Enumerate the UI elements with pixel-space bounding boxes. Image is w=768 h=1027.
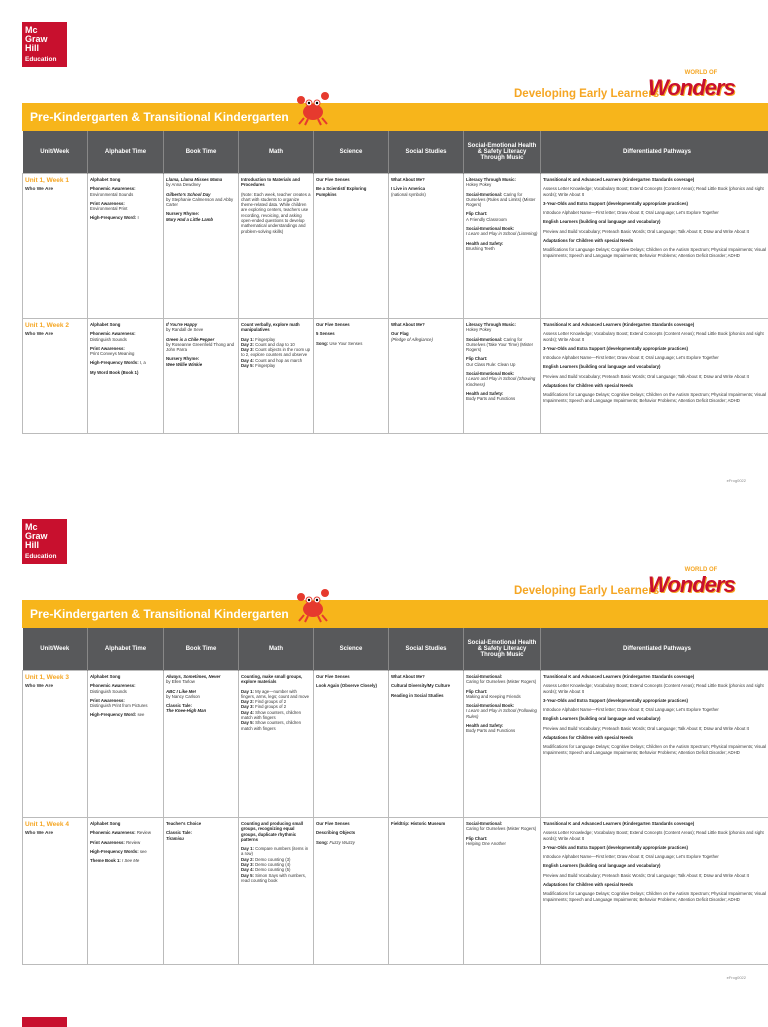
math-cell: Counting, make small groups, explore materials Day 1: My age—number with fingers, arms, legs; count and move Day 2: Find groups of 2 Day 3: Find groups of 2 Day 4: Show counters, children match with fingers Day 5: Show counters, children match with fingers <box>239 671 314 818</box>
document-page-2 <box>0 497 768 994</box>
col-book-time: Book Time <box>164 628 239 671</box>
book-cell: Teacher's Choice Classic Tale: Tiramisu <box>164 818 239 965</box>
pathways-cell: Transitional K and Advanced Learners (Kindergarten Standards coverage) Assess Letter Knowledge; Vocabulary Boost; Extend Concepts (Content Areas); Read Little Book (phonics and sight words); Write About It 3-Year-Olds and Extra Support (developmentally appropriate practices) Introduce Alphabet Name—First letter; Draw About It; Oral Language; Let's Explore Together English Learners (building oral language and vocabulary) Preview and Build Vocabulary; Preteach Basic Words; Oral Language; Talk About It; Draw and Write About It Adaptations for Children with special Needs Modifications for Language Delays; Cognitive Delays; Children on the Autism Spectrum; Physical Impairments; Visual Impairments; Speech and Language Impairments; Behavior Problems; Attention Deficit Disorder; ADHD <box>541 319 768 434</box>
social-studies-cell: What About Me? Our Flag (Pledge of Allegiance) <box>389 319 464 434</box>
social-emotional-cell: Literacy Through Music: Hokey Pokey Social-Emotional: Caring for Ourselves (Rules and Limits) (Mister Rogers) Flip Chart: A Friendly Classroom Social-Emotional Book: I Learn and Play in School (Listening) Health and Safety: Brushing Teeth <box>464 174 541 319</box>
banner <box>22 103 768 131</box>
col-social-studies: Social Studies <box>389 131 464 174</box>
social-emotional-cell: Social-Emotional: Caring for Ourselves (Mister Rogers) Flip Chart: Helping One Another <box>464 818 541 965</box>
col-unit-week: Unit/Week <box>23 628 88 671</box>
table-row <box>23 174 768 319</box>
book-cell: If You're Happy by Randall de Seve Green is a Chile Pepper by Roseanne Greenfield Thong and John Parra Nursery Rhyme: Wee Willie Winkie <box>164 319 239 434</box>
table-row <box>23 671 768 818</box>
table-row <box>23 818 768 965</box>
social-emotional-cell: Social-Emotional: Caring for Ourselves (Mister Rogers) Flip Chart: Making and Keeping Friends Social-Emotional Book: I Learn and Play in School (Following Rules) Health and Safety: Body Parts and Functions <box>464 671 541 818</box>
curriculum-table <box>22 628 768 965</box>
curriculum-table <box>22 131 768 434</box>
col-alphabet-time: Alphabet Time <box>88 131 164 174</box>
col-alphabet-time: Alphabet Time <box>88 628 164 671</box>
book-cell: Always, Sometimes, Never by Ellen Tarlow ABC I Like Me! by Nancy Carlson Classic Tale: The Knee-High Man <box>164 671 239 818</box>
table-header-row <box>23 628 768 671</box>
social-studies-cell: What About Me? Cultural Diversity/My Culture Reading in Social Studies <box>389 671 464 818</box>
alphabet-cell: Alphabet Song Phonemic Awareness: Environmental Sounds Print Awareness: Environmental Print High-Frequency Word: I <box>88 174 164 319</box>
col-social-emotional: Social-Emotional Health & Safety Literacy Through Music <box>464 131 541 174</box>
science-cell: Our Five Senses 5 Senses Song: Use Your Senses <box>314 319 389 434</box>
footer-code: eFrog0022 <box>727 975 746 980</box>
document-page-1 <box>0 0 768 497</box>
banner-title: Pre-Kindergarten & Transitional Kindergarten <box>30 607 289 621</box>
wonders-logo: WORLD OF Wonders <box>648 567 748 607</box>
publisher-logo: Mc Graw Hill Education <box>22 22 67 67</box>
publisher-logo: Mc Graw Hill Education <box>22 519 67 564</box>
tagline: Developing Early Learners <box>514 88 659 100</box>
banner <box>22 600 768 628</box>
alphabet-cell: Alphabet Song Phonemic Awareness: Distinguish Sounds Print Awareness: Distinguish Print from Pictures High-Frequency Word: see <box>88 671 164 818</box>
pathways-cell: Transitional K and Advanced Learners (Kindergarten Standards coverage) Assess Letter Knowledge; Vocabulary Boost; Extend Concepts (Content Areas); Read Little Book (phonics and sight words); Write About It 3-Year-Olds and Extra Support (developmentally appropriate practices) Introduce Alphabet Name—First letter; Draw About It; Oral Language; Let's Explore Together English Learners (building oral language and vocabulary) Preview and Build Vocabulary; Preteach Basic Words; Oral Language; Talk About It; Draw and Write About It Adaptations for Children with special Needs Modifications for Language Delays; Cognitive Delays; Children on the Autism Spectrum; Physical Impairments; Visual Impairments; Speech and Language Impairments; Behavior Problems; Attention Deficit Disorder; ADHD <box>541 818 768 965</box>
social-studies-cell: What About Me? I Live in America (national symbols) <box>389 174 464 319</box>
pathways-cell: Transitional K and Advanced Learners (Kindergarten Standards coverage) Assess Letter Knowledge; Vocabulary Boost; Extend Concepts (Content Areas); Read Little Book (phonics and sight words); Write About It 3-Year-Olds and Extra Support (developmentally appropriate practices) Introduce Alphabet Name—First letter; Draw About It; Oral Language; Let's Explore Together English Learners (building oral language and vocabulary) Preview and Build Vocabulary; Preteach Basic Words; Oral Language; Talk About It; Draw and Write About It Adaptations for Children with special Needs Modifications for Language Delays; Cognitive Delays; Children on the Autism Spectrum; Physical Impairments; Visual Impairments; Speech and Language Impairments; Behavior Problems; Attention Deficit Disorder; ADHD <box>541 174 768 319</box>
col-science: Science <box>314 628 389 671</box>
unit-cell: Unit 1, Week 2 Who We Are <box>23 319 88 434</box>
unit-cell: Unit 1, Week 1 Who We Are <box>23 174 88 319</box>
crab-mascot-icon <box>296 585 330 625</box>
alphabet-cell: Alphabet Song Phonemic Awareness: Distinguish Sounds Print Awareness: Print Conveys Meaning High-Frequency Words: I, a My Word Book (Book 1) <box>88 319 164 434</box>
science-cell: Our Five Senses Be a Scientist/ Exploring Pumpkins <box>314 174 389 319</box>
math-cell: Count verbally, explore math manipulatives Day 1: Fingerplay Day 2: Count and clap to 10 Day 3: Count objects in the room up to 2, explore counters and observe Day 4: Count and hop as march Day 5: Fingerplay <box>239 319 314 434</box>
footer-code: eFrog0022 <box>727 478 746 483</box>
book-cell: Llama, Llama Misses Mama by Anna Dewdney Gilberto's School Day by Stephanie Calmenson and Abby Carter Nursery Rhyme: Mary Had a Little Lamb <box>164 174 239 319</box>
alphabet-cell: Alphabet Song Phonemic Awareness: Review Print Awareness: Review High-Frequency Words: see Theme Book 1: I See Me <box>88 818 164 965</box>
publisher-logo-partial <box>22 1017 67 1027</box>
tagline: Developing Early Learners <box>514 585 659 597</box>
col-differentiated-pathways: Differentiated Pathways <box>541 628 768 671</box>
banner-title: Pre-Kindergarten & Transitional Kindergarten <box>30 110 289 124</box>
social-emotional-cell: Literacy Through Music: Hokey Pokey Social-Emotional: Caring for Ourselves (Take Your Time) (Mister Rogers) Flip Chart: Our Class Rule: Clean Up Social-Emotional Book: I Learn and Play in School (Showing Kindness) Health and Safety: Body Parts and Functions <box>464 319 541 434</box>
math-cell: Introduction to Materials and Procedures (Note: Each week, teacher creates a chart with students to organize theme-related data. While children are exploring centers, teachers use recording, revoicing, and asking open-ended questions to develop mathematical understandings and problem-solving skills) <box>239 174 314 319</box>
social-studies-cell: Fieldtrip: Historic Museum <box>389 818 464 965</box>
crab-mascot-icon <box>296 88 330 128</box>
unit-cell: Unit 1, Week 3 Who We Are <box>23 671 88 818</box>
science-cell: Our Five Senses Describing Objects Song: Fuzzy Wuzzy <box>314 818 389 965</box>
col-social-emotional: Social-Emotional Health & Safety Literacy Through Music <box>464 628 541 671</box>
science-cell: Our Five Senses Look Again (Observe Closely) <box>314 671 389 818</box>
col-math: Math <box>239 131 314 174</box>
math-cell: Counting and producing small groups, recognizing equal groups, duplicate rhythmic patterns Day 1: Compare numbers (items in a row) Day 2: Demo counting (3) Day 3: Demo counting (4) Day 4: Demo counting (5) Day 5: Simon Says with numbers, read counting book <box>239 818 314 965</box>
col-math: Math <box>239 628 314 671</box>
col-science: Science <box>314 131 389 174</box>
col-book-time: Book Time <box>164 131 239 174</box>
wonders-logo: WORLD OF Wonders <box>648 70 748 110</box>
col-differentiated-pathways: Differentiated Pathways <box>541 131 768 174</box>
col-social-studies: Social Studies <box>389 628 464 671</box>
table-header-row <box>23 131 768 174</box>
pathways-cell: Transitional K and Advanced Learners (Kindergarten Standards coverage) Assess Letter Knowledge; Vocabulary Boost; Extend Concepts (Content Areas); Read Little Book (phonics and sight words); Write About It 3-Year-Olds and Extra Support (developmentally appropriate practices) Introduce Alphabet Name—First letter; Draw About It; Oral Language; Let's Explore Together English Learners (building oral language and vocabulary) Preview and Build Vocabulary; Preteach Basic Words; Oral Language; Talk About It; Draw and Write About It Adaptations for Children with special Needs Modifications for Language Delays; Cognitive Delays; Children on the Autism Spectrum; Physical Impairments; Visual Impairments; Speech and Language Impairments; Behavior Problems; Attention Deficit Disorder; ADHD <box>541 671 768 818</box>
col-unit-week: Unit/Week <box>23 131 88 174</box>
unit-cell: Unit 1, Week 4 Who We Are <box>23 818 88 965</box>
table-row <box>23 319 768 434</box>
